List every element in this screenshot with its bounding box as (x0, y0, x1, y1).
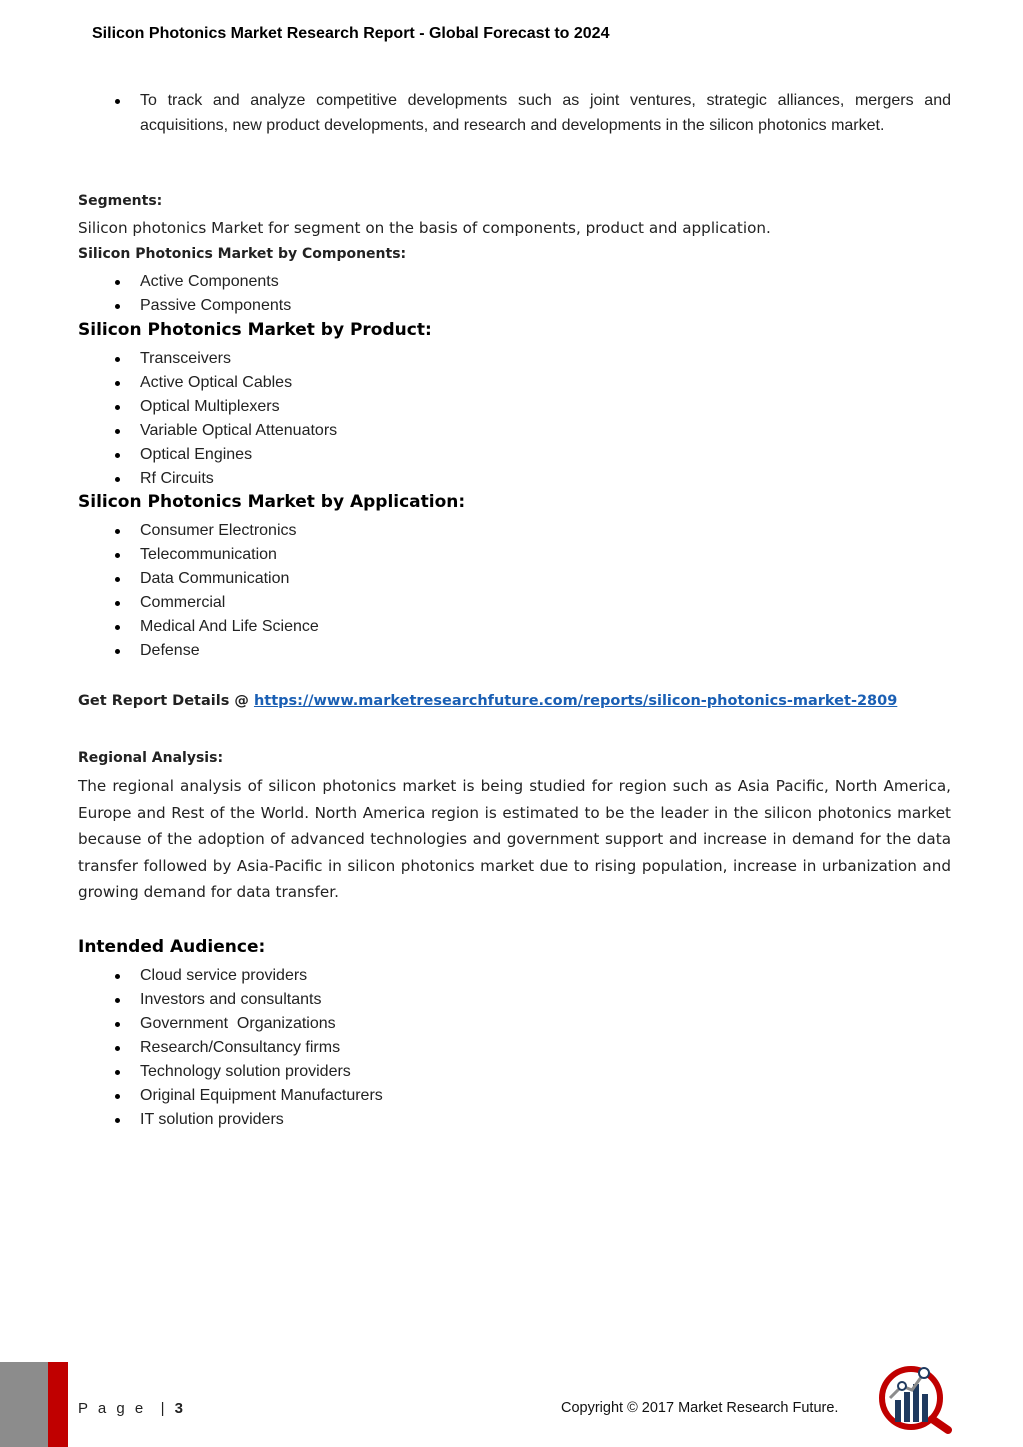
report-details-line (78, 693, 897, 709)
bullet-icon (115, 625, 120, 630)
bullet-icon (115, 304, 120, 309)
bullet-text: To track and analyze competitive developments such as joint ventures, strategic alliances, mergers and acquisitions, new product developments, and research and developments in the silicon photonics market. (140, 92, 951, 134)
product-title: Silicon Photonics Market by Product: (78, 320, 432, 340)
page-number (78, 1400, 183, 1417)
application-title: Silicon Photonics Market by Application: (78, 492, 466, 512)
audience-list (78, 964, 383, 1132)
page-label: P a g e | (78, 1400, 168, 1417)
list-item-text: Commercial (140, 594, 226, 611)
report-details-label: Get Report Details @ (78, 693, 254, 709)
list-item-text: Transceivers (140, 350, 231, 367)
list-item (78, 591, 319, 615)
footer-red-bar (48, 1362, 68, 1447)
list-item (78, 1012, 383, 1036)
document-header: Silicon Photonics Market Research Report - Global Forecast to 2024 (92, 25, 610, 42)
regional-paragraph: The regional analysis of silicon photonics market is being studied for region such as Asia Pacific, North America, Europe and Rest of the World. North America region is estimated to be the leader in the silicon photonics market because of the adoption of advanced technologies and government support and increase in demand for the data transfer followed by Asia-Pacific in silicon photonics market due to rising population, increase in urbanization and growing demand for data transfer. (78, 777, 951, 901)
regional-label: Regional Analysis: (78, 750, 224, 766)
bullet-icon (115, 99, 120, 104)
bullet-icon (115, 998, 120, 1003)
list-item (78, 347, 337, 371)
list-item (78, 270, 291, 294)
list-item (78, 371, 337, 395)
bullet-icon (115, 1046, 120, 1051)
list-item-text: Consumer Electronics (140, 522, 297, 539)
list-item-text: Medical And Life Science (140, 618, 319, 635)
list-item (78, 988, 383, 1012)
list-item (78, 567, 319, 591)
list-item-text: Defense (140, 642, 200, 659)
list-item (78, 1060, 383, 1084)
segments-label: Segments: (78, 193, 163, 209)
list-item-text: Optical Multiplexers (140, 398, 280, 415)
list-item (78, 88, 951, 138)
application-list (78, 519, 319, 663)
bullet-icon (115, 601, 120, 606)
bullet-icon (115, 529, 120, 534)
list-item-text: Data Communication (140, 570, 290, 587)
list-item-text: IT solution providers (140, 1111, 284, 1128)
list-item (78, 419, 337, 443)
market-research-future-logo-icon (875, 1364, 953, 1434)
list-item (78, 519, 319, 543)
list-item (78, 964, 383, 988)
list-item-text: Research/Consultancy firms (140, 1039, 341, 1056)
bullet-icon (115, 974, 120, 979)
list-item (78, 294, 291, 318)
bullet-icon (115, 477, 120, 482)
list-item-text: Original Equipment Manufacturers (140, 1087, 383, 1104)
list-item-text: Active Optical Cables (140, 374, 293, 391)
list-item-text: Passive Components (140, 297, 292, 314)
list-item-text: Government Organizations (140, 1015, 336, 1032)
list-item-text: Technology solution providers (140, 1063, 351, 1080)
bullet-icon (115, 1070, 120, 1075)
bullet-icon (115, 357, 120, 362)
list-item (78, 1036, 383, 1060)
list-item (78, 467, 337, 491)
list-item-text: Active Components (140, 273, 279, 290)
list-item (78, 443, 337, 467)
bullet-icon (115, 1118, 120, 1123)
list-item-text: Telecommunication (140, 546, 277, 563)
intro-bullet-list (78, 88, 951, 138)
list-item-text: Cloud service providers (140, 967, 308, 984)
bullet-icon (115, 453, 120, 458)
copyright-text: Copyright © 2017 Market Research Future. (561, 1400, 839, 1416)
audience-title: Intended Audience: (78, 937, 266, 957)
list-item-text: Rf Circuits (140, 470, 214, 487)
bullet-icon (115, 577, 120, 582)
bullet-icon (115, 649, 120, 654)
bullet-icon (115, 405, 120, 410)
bullet-icon (115, 553, 120, 558)
page-number-value: 3 (174, 1400, 184, 1417)
list-item (78, 639, 319, 663)
report-link[interactable]: https://www.marketresearchfuture.com/reports/silicon-photonics-market-2809 (253, 693, 898, 709)
list-item (78, 1084, 383, 1108)
footer-gray-bar (0, 1362, 48, 1447)
segments-description: Silicon photonics Market for segment on the basis of components, product and application. (78, 219, 771, 237)
list-item (78, 395, 337, 419)
list-item-text: Optical Engines (140, 446, 253, 463)
product-list (78, 347, 337, 491)
bullet-icon (115, 429, 120, 434)
bullet-icon (115, 1022, 120, 1027)
list-item (78, 543, 319, 567)
bullet-icon (115, 280, 120, 285)
components-title: Silicon Photonics Market by Components: (78, 246, 407, 262)
bullet-icon (115, 1094, 120, 1099)
components-list (78, 270, 291, 318)
list-item-text: Variable Optical Attenuators (140, 422, 338, 439)
list-item (78, 615, 319, 639)
list-item-text: Investors and consultants (140, 991, 322, 1008)
bullet-icon (115, 381, 120, 386)
list-item (78, 1108, 383, 1132)
